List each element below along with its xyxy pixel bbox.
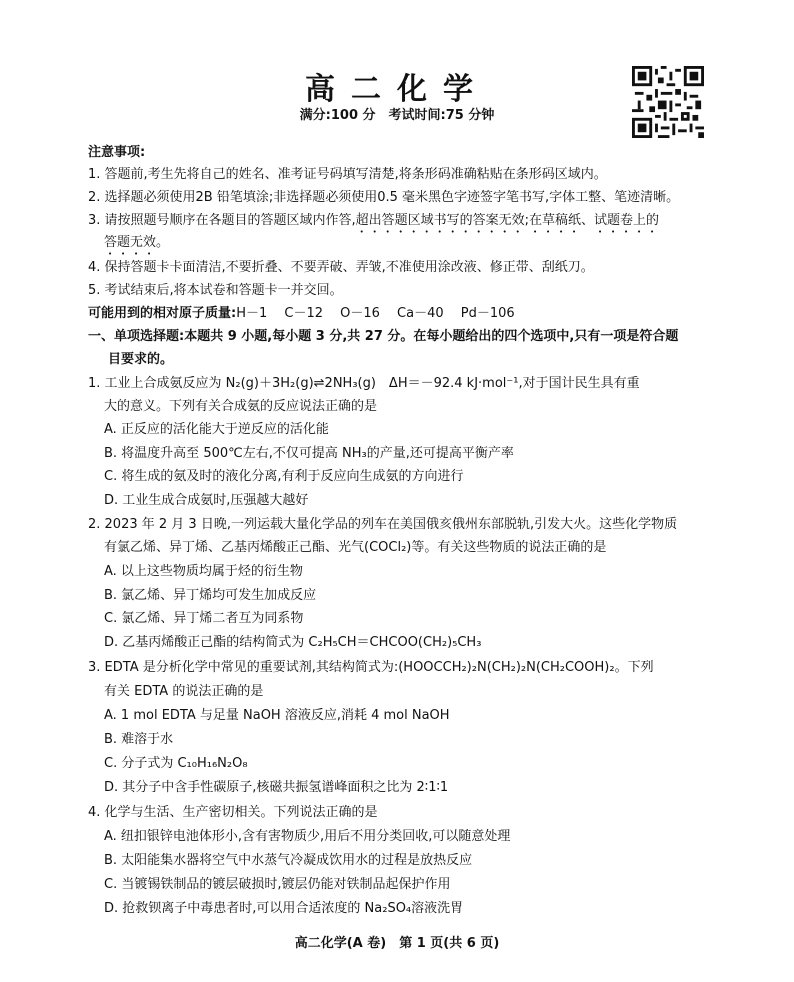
question-stem: 1. 工业上合成氨反应为 N₂(g)＋3H₂(g)⇌2NH₃(g) ΔH＝－92.4 kJ·mol⁻¹,对于国计民生具有重 bbox=[88, 376, 640, 391]
atomic-masses-label: 可能用到的相对原子质量: bbox=[88, 306, 237, 321]
question-option: C. 将生成的氨及时的液化分离,有利于反应向生成氨的方向进行 bbox=[104, 469, 464, 484]
question-option: A. 正反应的活化能大于逆反应的活化能 bbox=[104, 422, 329, 437]
notice-item bbox=[88, 212, 714, 236]
question-stem: 有氯乙烯、异丁烯、乙基丙烯酸正己酯、光气(COCl₂)等。有关这些物质的说法正确的是 bbox=[104, 540, 607, 555]
question-stem: 大的意义。下列有关合成氨的反应说法正确的是 bbox=[104, 399, 378, 414]
question-stem: 2. 2023 年 2 月 3 日晚,一列运载大量化学品的列车在美国俄亥俄州东部脱轨,引发大火。这些化学物质 bbox=[88, 517, 678, 532]
question-stem: 4. 化学与生活、生产密切相关。下列说法正确的是 bbox=[88, 805, 378, 820]
section-title-continuation: 目要求的。 bbox=[108, 352, 174, 367]
question-option: A. 以上这些物质均属于烃的衍生物 bbox=[104, 564, 303, 579]
exam-info: 满分:100 分 考试时间:75 分钟 bbox=[299, 108, 495, 123]
question-option: D. 抢救钡离子中毒患者时,可以用合适浓度的 Na₂SO₄溶液洗胃 bbox=[104, 901, 464, 916]
notice-item-emphasis: 超出答题区域书写的答案无效;在草稿纸、试题卷上的 bbox=[355, 213, 660, 228]
question-option: B. 难溶于水 bbox=[104, 732, 174, 747]
question-option: D. 其分子中含手性碳原子,核磁共振氢谱峰面积之比为 2∶1∶1 bbox=[104, 780, 449, 795]
notice-item: 2. 选择题必须使用2B 铅笔填涂;非选择题必须使用0.5 毫米黑色字迹签字笔书写,字体工整、笔迹清晰。 bbox=[88, 190, 680, 205]
question-option: D. 乙基丙烯酸正己酯的结构简式为 C₂H₅CH＝CHCOO(CH₂)₅CH₃ bbox=[104, 635, 482, 650]
notice-item: 1. 答题前,考生先将自己的姓名、准考证号码填写清楚,将条形码准确粘贴在条形码区域内。 bbox=[88, 167, 607, 182]
question-option: B. 将温度升高至 500℃左右,不仅可提高 NH₃的产量,还可提高平衡产率 bbox=[104, 446, 514, 461]
question-option: D. 工业生成合成氨时,压强越大越好 bbox=[104, 493, 309, 508]
qr-code-icon bbox=[632, 66, 704, 138]
atomic-masses-values: H－1 C－12 O－16 Ca－40 Pd－106 bbox=[236, 306, 515, 321]
page-footer: 高二化学(A 卷) 第 1 页(共 6 页) bbox=[294, 936, 500, 951]
question-option: A. 纽扣银锌电池体形小,含有害物质少,用后不用分类回收,可以随意处理 bbox=[104, 829, 511, 844]
notice-item-text: 3. 请按照题号顺序在各题目的答题区域内作答, bbox=[88, 213, 356, 228]
section-title: 一、单项选择题:本题共 9 小题,每小题 3 分,共 27 分。在每小题给出的四个选项中,只有一项是符合题 bbox=[88, 329, 679, 344]
question-option: C. 氯乙烯、异丁烯二者互为同系物 bbox=[104, 611, 304, 626]
notice-heading: 注意事项: bbox=[88, 145, 146, 160]
question-option: B. 氯乙烯、异丁烯均可发生加成反应 bbox=[104, 588, 317, 603]
notice-item: 4. 保持答题卡卡面清洁,不要折叠、不要弄破、弄皱,不准使用涂改液、修正带、刮纸刀。 bbox=[88, 260, 594, 275]
question-stem: 3. EDTA 是分析化学中常见的重要试剂,其结构简式为:(HOOCCH₂)₂N(CH₂)₂N(CH₂COOH)₂。下列 bbox=[88, 660, 654, 675]
question-option: B. 太阳能集水器将空气中水蒸气冷凝成饮用水的过程是放热反应 bbox=[104, 853, 473, 868]
page-title: 高二化学 bbox=[305, 72, 489, 107]
notice-item-continuation: 答题无效。 bbox=[104, 235, 170, 250]
notice-item: 5. 考试结束后,将本试卷和答题卡一并交回。 bbox=[88, 283, 343, 298]
atomic-masses bbox=[88, 305, 714, 323]
question-option: A. 1 mol EDTA 与足量 NaOH 溶液反应,消耗 4 mol NaOH bbox=[104, 708, 450, 723]
question-option: C. 当镀锡铁制品的镀层破损时,镀层仍能对铁制品起保护作用 bbox=[104, 877, 451, 892]
question-option: C. 分子式为 C₁₀H₁₆N₂O₈ bbox=[104, 756, 248, 771]
question-stem: 有关 EDTA 的说法正确的是 bbox=[104, 684, 264, 699]
